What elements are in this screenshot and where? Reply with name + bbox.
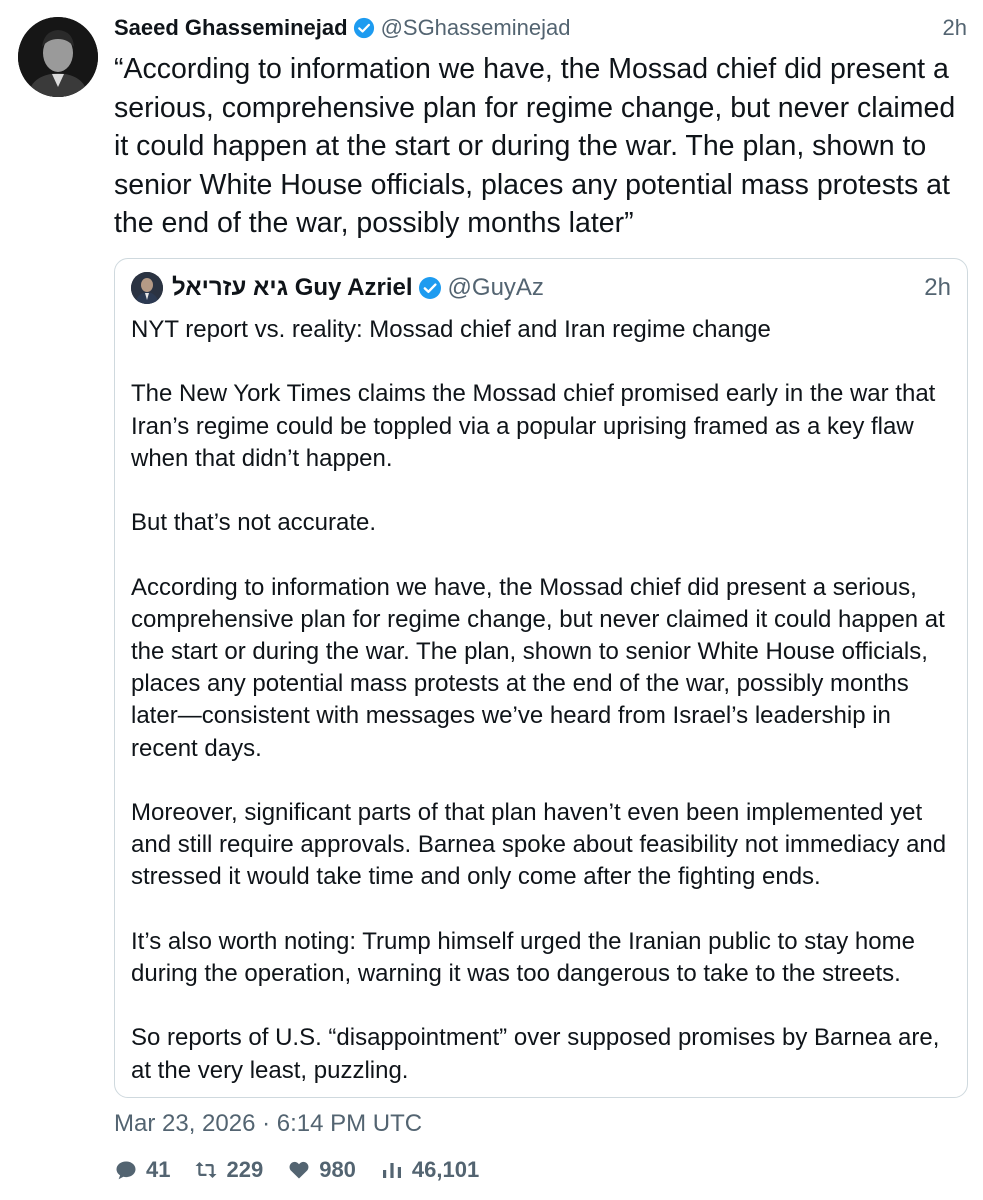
tweet-time[interactable]: 2h [942,15,967,40]
views-icon [380,1158,404,1182]
tweet-stats [114,1154,503,1186]
quoted-tweet-header [131,271,951,305]
reply-stat[interactable] [114,1157,170,1183]
like-stat[interactable] [287,1157,356,1183]
views-stat[interactable] [380,1157,479,1183]
author-name[interactable]: Saeed Ghasseminejad [114,15,348,40]
retweet-count: 229 [226,1157,264,1182]
retweet-icon [194,1158,218,1182]
quoted-tweet-time: 2h [924,274,951,301]
quoted-author-avatar [131,272,163,304]
like-icon [287,1158,311,1182]
reply-icon [114,1158,138,1182]
verified-badge-icon [418,276,442,300]
author-avatar[interactable] [18,17,98,97]
quoted-author-handle: @GuyAz [447,274,544,301]
quoted-tweet[interactable] [114,258,968,1098]
tweet-text: “According to information we have, the Mossad chief did present a serious, comprehensive plan for regime change, but never claimed it could happen at the start or during the war. The plan, shown to senior White House officials, places any potential mass protests at the end of the war, possibly months later” [114,53,964,239]
tweet-header [114,12,967,44]
like-count: 980 [319,1157,356,1182]
quoted-author-name: גיא עזריאל Guy Azriel [172,274,413,301]
verified-badge-icon [353,17,375,39]
quoted-tweet-text: NYT report vs. reality: Mossad chief and Iran regime change The New York Times claims the Mossad chief promised early in the war that Iran’s regime could be toppled via a popular uprising framed as a key flaw when that didn’t happen. But that’s not accurate. According to information we have, the Mossad chief did present a serious, comprehensive plan for regime change, but never claimed it could happen at the start or during the war. The plan, shown to senior White House officials, places any potential mass protests at the end of the war, possibly months later—consistent with messages we’ve heard from Israel’s leadership in recent days. Moreover, significant parts of that plan haven’t even been implemented yet and still require approvals. Barnea spoke about feasibility not immediacy and stressed it would take time and only come after the fighting ends. It’s also worth noting: Trump himself urged the Iranian public to stay home during the operation, warning it was too dangerous to take to the streets. So reports of U.S. “disappointment” over supposed promises by Barnea are, at the very least, puzzling. [131,316,947,1084]
retweet-stat[interactable] [194,1157,263,1183]
tweet-date[interactable]: Mar 23, 2026 · 6:14 PM UTC [114,1110,423,1137]
author-handle[interactable]: @SGhasseminejad [380,15,571,40]
reply-count: 41 [146,1157,171,1182]
views-count: 46,101 [411,1157,480,1182]
